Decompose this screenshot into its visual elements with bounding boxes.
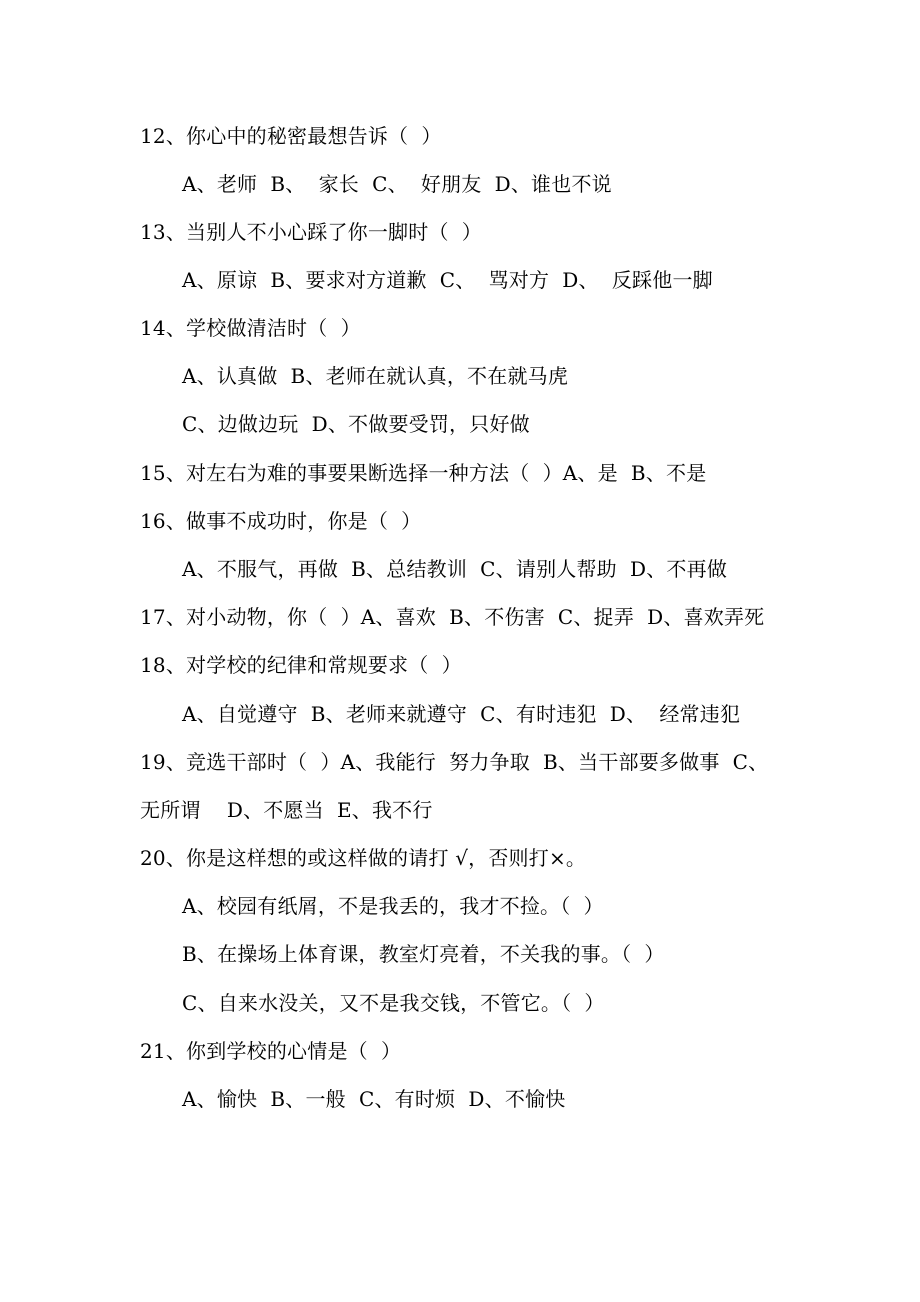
question-18: 18、对学校的纪律和常规要求（ ） (140, 653, 462, 677)
question-13-options: A、原谅 B、要求对方道歉 C、 骂对方 D、 反踩他一脚 (182, 268, 713, 292)
question-20-item-a: A、校园有纸屑，不是我丢的，我才不捡。（ ） (182, 894, 604, 918)
question-16: 16、做事不成功时，你是（ ） (140, 509, 422, 533)
question-19: 19、竞选干部时（ ）A、我能行 努力争取 B、当干部要多做事 C、 (140, 750, 769, 774)
question-16-options: A、不服气，再做 B、总结教训 C、请别人帮助 D、不再做 (182, 557, 728, 581)
question-12-options: A、老师 B、 家长 C、 好朋友 D、谁也不说 (182, 172, 612, 196)
question-12: 12、你心中的秘密最想告诉（ ） (140, 124, 442, 148)
question-19-continued: 无所谓 D、不愿当 E、我不行 (140, 798, 433, 822)
question-20-item-b: B、在操场上体育课，教室灯亮着，不关我的事。（ ） (182, 942, 665, 966)
question-21: 21、你到学校的心情是（ ） (140, 1039, 402, 1063)
question-14-options-ab: A、认真做 B、老师在就认真，不在就马虎 (182, 364, 569, 388)
question-15: 15、对左右为难的事要果断选择一种方法（ ）A、是 B、不是 (140, 461, 707, 485)
question-20-item-c: C、自来水没关，又不是我交钱，不管它。（ ） (182, 991, 605, 1015)
question-14-options-cd: C、边做边玩 D、不做要受罚，只好做 (182, 412, 530, 436)
question-21-options: A、愉快 B、一般 C、有时烦 D、不愉快 (182, 1087, 566, 1111)
question-14: 14、学校做清洁时（ ） (140, 316, 361, 340)
question-17: 17、对小动物，你（ ）A、喜欢 B、不伤害 C、捉弄 D、喜欢弄死 (140, 605, 765, 629)
question-18-options: A、自觉遵守 B、老师来就遵守 C、有时违犯 D、 经常违犯 (182, 702, 741, 726)
question-20: 20、你是这样想的或这样做的请打 √，否则打×。 (140, 846, 587, 870)
question-13: 13、当别人不小心踩了你一脚时（ ） (140, 220, 482, 244)
